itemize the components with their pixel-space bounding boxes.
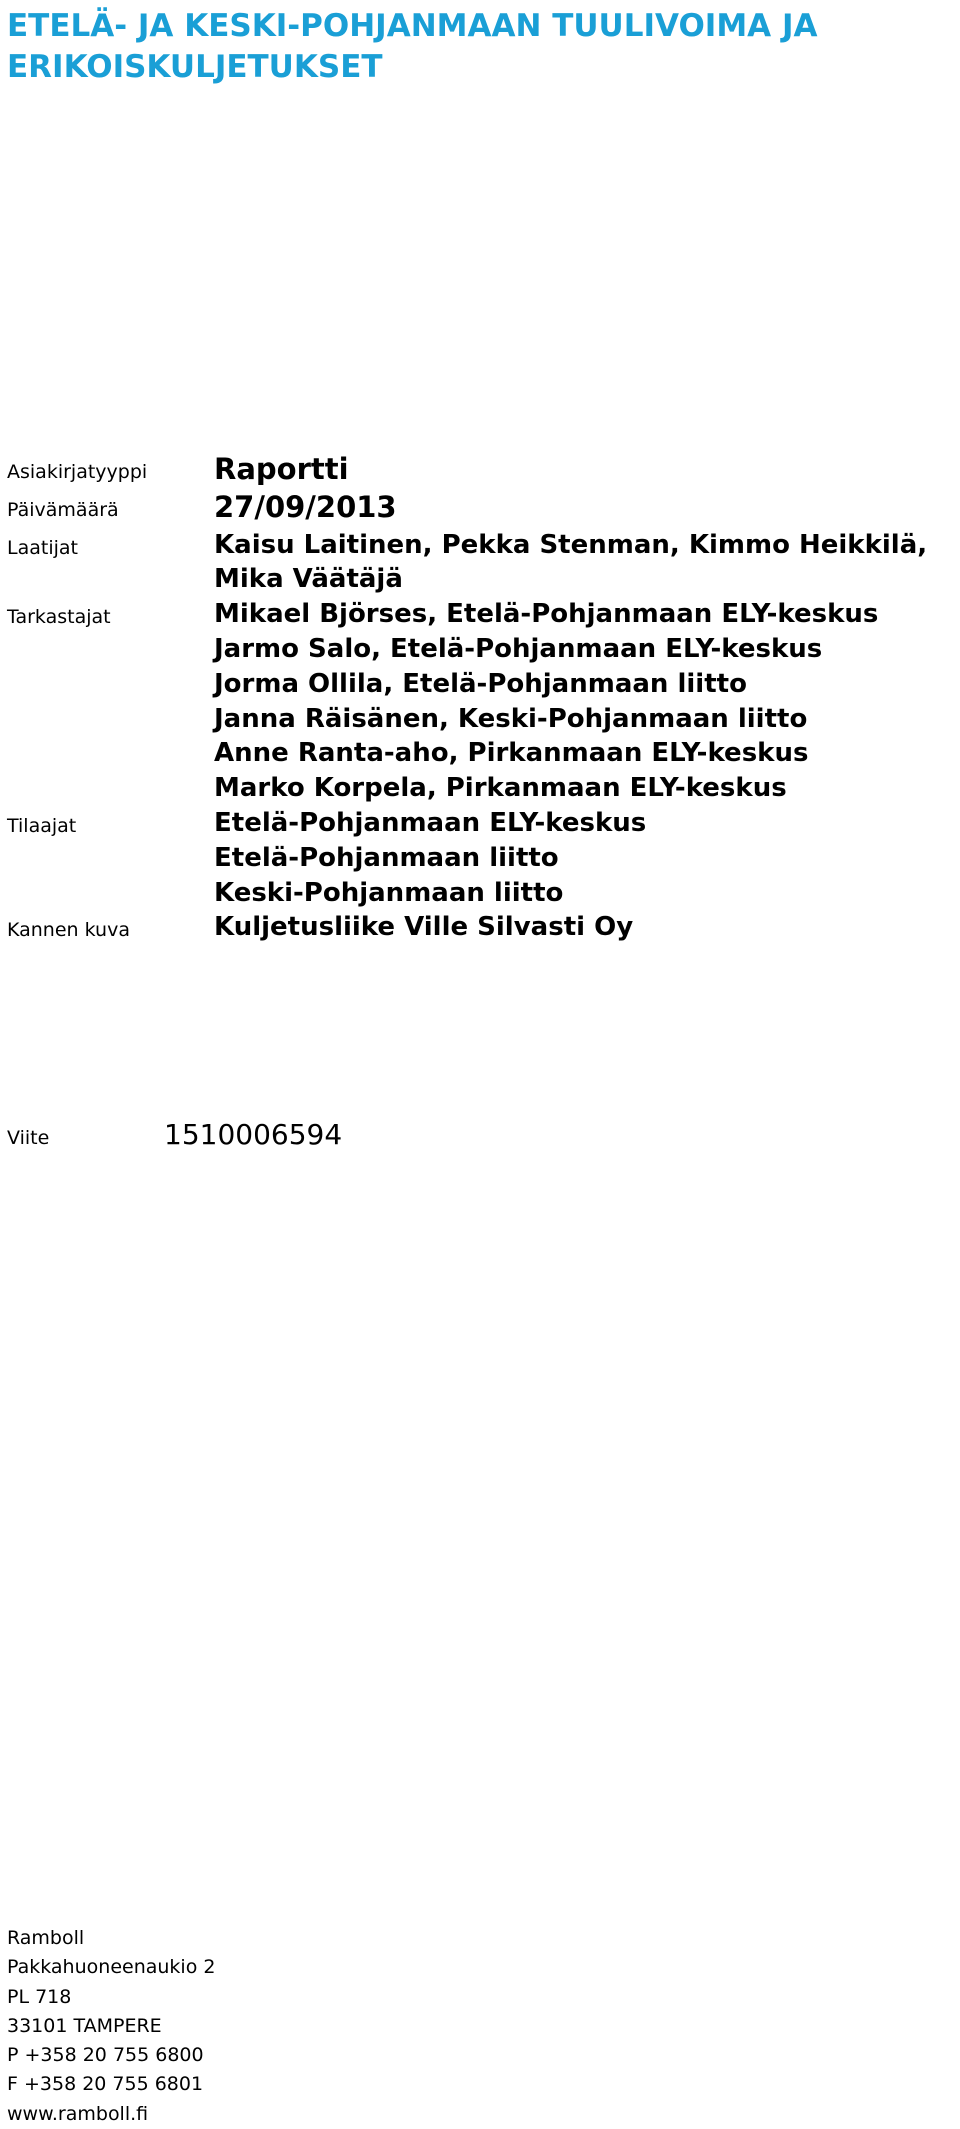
meta-value-client-3: Keski-Pohjanmaan liitto xyxy=(214,877,564,908)
meta-value-cover-image: Kuljetusliike Ville Silvasti Oy xyxy=(214,912,634,943)
postal-city: 33101 TAMPERE xyxy=(7,2014,162,2037)
title-line-2: ERIKOISKULJETUKSET xyxy=(7,49,383,85)
street-address: Pakkahuoneenaukio 2 xyxy=(7,1956,216,1979)
meta-row-cover-image xyxy=(7,910,952,948)
meta-row-document-type xyxy=(7,452,952,490)
fax-number: F +358 20 755 6801 xyxy=(7,2073,204,2096)
reference-number: 1510006594 xyxy=(164,1118,343,1151)
meta-value-client-2: Etelä-Pohjanmaan liitto xyxy=(214,842,559,873)
meta-value-date: 27/09/2013 xyxy=(214,489,397,524)
meta-value-reviewer-3: Jorma Ollila, Etelä-Pohjanmaan liitto xyxy=(214,668,747,699)
reference xyxy=(7,1118,342,1151)
meta-label-clients: Tilaajat xyxy=(7,814,77,837)
po-box: PL 718 xyxy=(7,1985,72,2008)
meta-label-cover-image: Kannen kuva xyxy=(7,919,130,942)
meta-label-authors: Laatijat xyxy=(7,536,78,559)
reference-label: Viite xyxy=(7,1127,50,1149)
meta-row-authors xyxy=(7,528,952,598)
meta-row-clients xyxy=(7,806,952,910)
meta-label-reviewers: Tarkastajat xyxy=(7,606,111,629)
document-metadata xyxy=(7,452,952,948)
meta-value-client-1: Etelä-Pohjanmaan ELY-keskus xyxy=(214,807,647,838)
meta-value-authors-line-1: Kaisu Laitinen, Pekka Stenman, Kimmo Heikkilä, xyxy=(214,529,928,560)
meta-value-reviewer-4: Janna Räisänen, Keski-Pohjanmaan liitto xyxy=(214,703,808,734)
meta-label-document-type: Asiakirjatyyppi xyxy=(7,461,148,483)
meta-value-authors-line-2: Mika Väätäjä xyxy=(214,564,403,595)
meta-value-reviewer-2: Jarmo Salo, Etelä-Pohjanmaan ELY-keskus xyxy=(214,633,823,664)
meta-value-reviewer-5: Anne Ranta-aho, Pirkanmaan ELY-keskus xyxy=(214,738,809,769)
title-line-1: ETELÄ- JA KESKI-POHJANMAAN TUULIVOIMA JA xyxy=(7,8,818,44)
company-name: Ramboll xyxy=(7,1927,85,1949)
phone-number: P +358 20 755 6800 xyxy=(7,2044,204,2067)
meta-row-reviewers xyxy=(7,597,952,806)
meta-value-reviewer-1: Mikael Björses, Etelä-Pohjanmaan ELY-keskus xyxy=(214,599,879,630)
document-title xyxy=(7,6,947,88)
website-link[interactable]: www.ramboll.fi xyxy=(7,2102,149,2125)
meta-value-document-type: Raportti xyxy=(214,452,349,486)
company-address xyxy=(7,1924,215,2129)
meta-value-reviewer-6: Marko Korpela, Pirkanmaan ELY-keskus xyxy=(214,773,787,804)
meta-row-date xyxy=(7,490,952,528)
meta-label-date: Päivämäärä xyxy=(7,498,119,521)
